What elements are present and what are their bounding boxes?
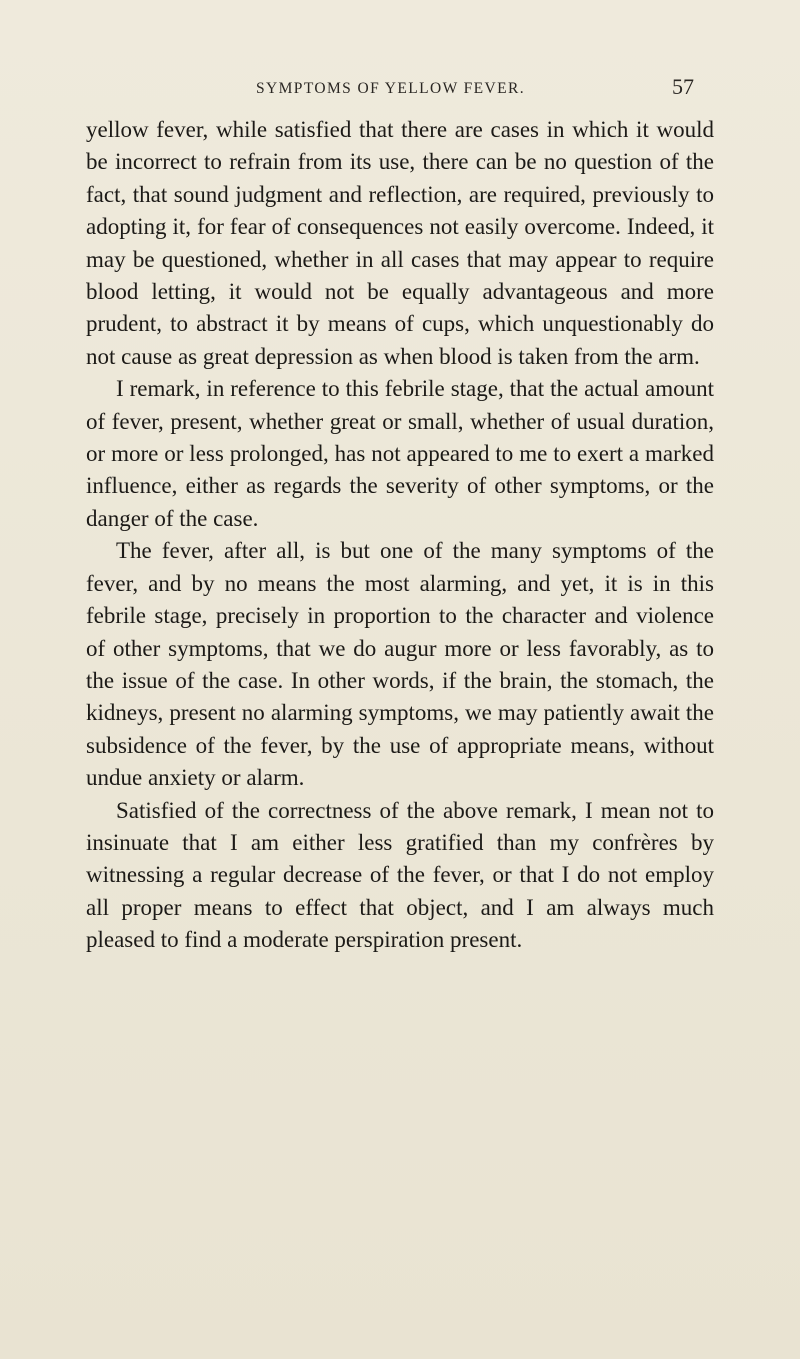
paragraph-2: I remark, in reference to this febrile stage, that the actual amount of fever, present, whether great or small, whether of usual duration, or more or less prolonged, has not appeared to me to exert a marked influence, either as regards the severity of other symptoms, or the danger of the case.: [86, 376, 714, 531]
page-number: 57: [672, 74, 694, 99]
body-text: [86, 114, 714, 957]
paragraph-3: The fever, after all, is but one of the many symptoms of the fever, and by no means the most alarming, and yet, it is in this febrile stage, precisely in proportion to the character and violence of other symptoms, that we do augur more or less favorably, as to the issue of the case. In other words, if the brain, the stomach, the kidneys, present no alarming symptoms, we may patiently await the subsidence of the fever, by the use of appropriate means, without undue anxiety or alarm.: [86, 538, 714, 791]
running-title: SYMPTOMS OF YELLOW FEVER.: [256, 80, 525, 97]
paragraph-4: Satisfied of the correctness of the above remark, I mean not to insinuate that I am either less gratified than my confrères by witnessing a regular decrease of the fever, or that I do not employ all proper means to effect that object, and I am always much pleased to find a moderate perspiration present.: [86, 797, 714, 953]
running-head: [0, 76, 800, 106]
paragraph-1: yellow fever, while satisfied that there are cases in which it would be incorrect to refrain from its use, there can be no question of the fact, that sound judgment and reflection, are required, previously to adopting it, for fear of consequences not easily overcome. Indeed, it may be questioned, whether in all cases that may appear to require blood letting, it would not be equally advantageous and more prudent, to abstract it by means of cups, which unquestionably do not cause as great depression as when blood is taken from the arm.: [86, 117, 714, 369]
